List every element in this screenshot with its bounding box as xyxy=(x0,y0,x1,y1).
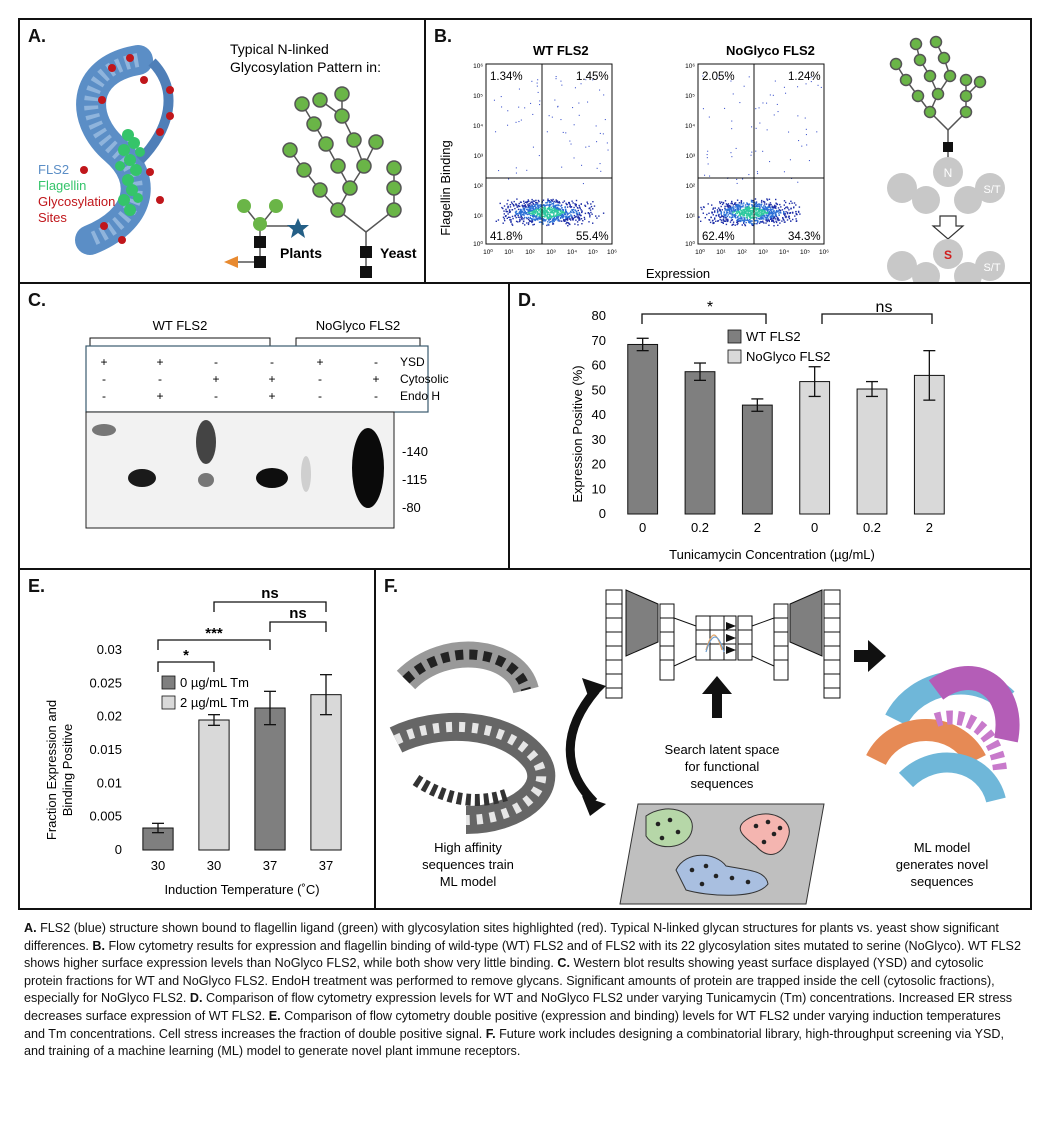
p1-ytick-0: 10⁰ xyxy=(473,241,483,248)
cap-f-label: F. xyxy=(485,1026,496,1041)
lane-3-sign-3: - xyxy=(214,389,218,403)
lane-2-sign-3: + xyxy=(156,389,164,403)
cap-e-label: E. xyxy=(268,1008,281,1023)
p2-ytick-4: 10⁴ xyxy=(684,123,695,130)
autoencoder-network-icon xyxy=(606,590,840,698)
generated-structures-icon xyxy=(876,678,1008,800)
p1-ytick-6: 10⁶ xyxy=(473,63,483,70)
e-sig-ns-mid: ns xyxy=(289,605,307,622)
lane-1-sign-3: - xyxy=(102,389,106,403)
p2-xtick-2: 10² xyxy=(737,249,747,256)
f-right-line2: generates novel xyxy=(895,857,989,872)
plot1-title: WT FLS2 xyxy=(533,43,589,58)
ytick-0.025: 0.025 xyxy=(89,675,122,691)
glycan-schematic-icon xyxy=(891,37,986,169)
cycle-arrow-icon xyxy=(570,678,606,816)
plot1-q-lr: 55.4% xyxy=(576,231,609,243)
p2-ytick-5: 10⁵ xyxy=(685,93,695,100)
lane-1-sign-1: + xyxy=(100,355,108,369)
panel-c-graphic xyxy=(20,284,510,570)
lane-6-sign-2: + xyxy=(372,372,380,386)
f-right-line1: ML model xyxy=(913,840,971,855)
western-blot-image xyxy=(86,412,394,528)
cap-a-text: FLS2 (blue) structure shown bound to flagellin ligand (green) with glycosylation sites highlighted (red). Typical N-linked glycan structures for plants vs. yeast show significant differences. xyxy=(24,921,999,953)
bar-4 xyxy=(800,382,830,514)
xtick-5: 0.2 xyxy=(862,520,882,535)
lane-6-sign-3: - xyxy=(374,389,378,403)
f-mid-line3: sequences xyxy=(690,776,754,791)
panel-c xyxy=(18,282,510,570)
e-ylabel-2: Binding Positive xyxy=(60,723,75,817)
plot1-q-ur: 1.45% xyxy=(576,71,609,83)
row-label-cytosolic: Cytosolic xyxy=(400,372,449,386)
ytick-0: 0 xyxy=(598,506,606,521)
p1-ytick-1: 10¹ xyxy=(473,213,483,220)
up-arrow-icon xyxy=(702,676,732,718)
p1-xtick-3: 10³ xyxy=(546,249,556,256)
mutation-arrow-icon xyxy=(933,216,963,239)
bar-3 xyxy=(255,708,285,850)
legend-glycosylation: Glycosylation xyxy=(38,194,116,209)
flow-ylabel: Flagellin Binding xyxy=(438,140,453,236)
lane-5-sign-2: - xyxy=(318,372,322,386)
marker-80: -80 xyxy=(402,500,421,515)
p1-ytick-3: 10³ xyxy=(473,153,483,160)
ytick-0.02: 0.02 xyxy=(96,708,122,724)
d-xlabel: Tunicamycin Concentration (µg/mL) xyxy=(669,547,875,562)
bar-4 xyxy=(311,695,341,850)
f-left-line2: sequences train xyxy=(422,857,514,872)
p2-xtick-5: 10⁵ xyxy=(800,249,810,256)
residue-st-bottom: S/T xyxy=(983,262,1001,274)
panel-d xyxy=(508,282,1032,570)
plants-label: Plants xyxy=(280,245,323,261)
e-legend-2: 2 µg/mL Tm xyxy=(180,695,249,710)
p2-xtick-1: 10¹ xyxy=(716,249,726,256)
d-ylabel: Expression Positive (%) xyxy=(570,365,585,503)
training-structures-icon xyxy=(396,655,541,820)
lane-5-sign-3: - xyxy=(318,389,322,403)
p1-xtick-6: 10⁶ xyxy=(607,249,617,256)
plot1-q-ll: 41.8% xyxy=(490,231,523,243)
bar-5 xyxy=(857,389,887,514)
xtick-2: 0.2 xyxy=(690,520,710,535)
figure-caption xyxy=(24,920,1024,1061)
panel-b xyxy=(424,18,1032,284)
xtick-1: 30 xyxy=(150,858,166,873)
cap-b-text: Flow cytometry results for expression and flagellin binding of wild-type (WT) FLS2 and of FLS2 with its 22 glycosylation sites mutated to serine (NoGlyco). WT FLS2 shows higher surface expression levels than NoGlyco FLS2, while both show very little binding. xyxy=(24,938,1021,971)
p1-ytick-4: 10⁴ xyxy=(472,123,483,130)
cap-c-text: Western blot results showing yeast surface displayed (YSD) and cytosolic protein fractions for WT and NoGlyco FLS2. EndoH treatment was performed to remove glycans. Significant amounts of protein are trapped inside the cell (cytosolic fractions), especially for NoGlyco FLS2. xyxy=(24,956,995,1006)
plot2-q-ur: 1.24% xyxy=(788,71,821,83)
cap-a-label: A. xyxy=(24,921,37,935)
panel-f xyxy=(374,568,1032,910)
d-sig-wt: * xyxy=(706,299,714,316)
panel-e-label: E. xyxy=(28,576,46,596)
p2-xtick-4: 10⁴ xyxy=(778,249,790,256)
cap-d-text: Comparison of flow cytometry expression levels for WT and NoGlyco FLS2 under varying Tunicamycin (Tm) concentrations. Increased ER stress decreases surface expression of WT FLS2. xyxy=(24,991,1013,1023)
p2-xtick-6: 10⁶ xyxy=(819,249,829,256)
p2-ytick-3: 10³ xyxy=(685,153,695,160)
lane-4-sign-1: - xyxy=(270,355,274,369)
lane-1-sign-2: - xyxy=(102,372,106,386)
wt-group-label: WT FLS2 xyxy=(152,318,208,333)
p1-xtick-0: 10⁰ xyxy=(483,249,493,256)
p1-ytick-5: 10⁵ xyxy=(473,93,483,100)
f-mid-line2: for functional xyxy=(684,759,760,774)
p1-xtick-4: 10⁴ xyxy=(566,249,578,256)
panel-a-graphic xyxy=(20,20,426,284)
lane-3-sign-1: - xyxy=(214,355,218,369)
f-mid-line1: Search latent space xyxy=(664,742,780,757)
marker-140: -140 xyxy=(402,444,429,459)
cap-f-text: Future work includes designing a combinatorial library, high-throughput screening via YSD, and training of a machine learning (ML) model to generate novel plant immune receptors. xyxy=(24,1026,1005,1059)
p2-ytick-2: 10² xyxy=(685,183,695,190)
panel-e-chart xyxy=(20,570,376,910)
ytick-60: 60 xyxy=(591,357,606,373)
lane-3-sign-2: + xyxy=(212,372,220,386)
e-xlabel: Induction Temperature (˚C) xyxy=(164,882,320,897)
p2-xtick-0: 10⁰ xyxy=(695,249,705,256)
ytick-70: 70 xyxy=(591,332,606,348)
p1-xtick-1: 10¹ xyxy=(504,249,514,256)
panel-a xyxy=(18,18,426,284)
ytick-50: 50 xyxy=(591,382,606,398)
lane-6-sign-1: - xyxy=(374,355,378,369)
glycan-title-line2: Glycosylation Pattern in: xyxy=(230,59,381,75)
lane-2-sign-1: + xyxy=(156,355,164,369)
panel-a-label: A. xyxy=(28,26,46,46)
p2-ytick-0: 10⁰ xyxy=(685,241,695,248)
plot2-title: NoGlyco FLS2 xyxy=(726,43,815,58)
ytick-0.015: 0.015 xyxy=(89,742,122,757)
flow-plot-wt xyxy=(486,64,612,244)
xtick-6: 2 xyxy=(925,520,933,535)
panel-b-graphic xyxy=(426,20,1032,284)
d-sig-noglyco: ns xyxy=(875,299,893,316)
lane-4-sign-2: + xyxy=(268,372,276,386)
row-label-endoh: Endo H xyxy=(400,389,441,403)
right-arrow-icon xyxy=(854,640,886,672)
panel-e xyxy=(18,568,376,910)
lane-2-sign-2: - xyxy=(158,372,162,386)
plot2-q-ul: 2.05% xyxy=(702,71,735,83)
ytick-10: 10 xyxy=(591,481,606,497)
p1-xtick-2: 10² xyxy=(525,249,535,256)
bar-2 xyxy=(199,720,229,850)
p2-xtick-3: 10³ xyxy=(758,249,768,256)
bar-2 xyxy=(685,372,715,514)
plot2-q-lr: 34.3% xyxy=(788,231,821,243)
noglyco-group-label: NoGlyco FLS2 xyxy=(315,318,401,333)
panel-c-label: C. xyxy=(28,290,46,310)
marker-115: -115 xyxy=(402,472,428,487)
panel-d-chart xyxy=(510,284,1032,570)
cap-c-label: C. xyxy=(557,956,570,971)
p2-ytick-6: 10⁶ xyxy=(685,63,695,70)
d-legend-wt: WT FLS2 xyxy=(746,329,801,344)
legend-sites: Sites xyxy=(38,210,67,225)
xtick-3: 2 xyxy=(753,520,761,535)
panel-f-graphic xyxy=(376,570,1032,910)
f-left-line3: ML model xyxy=(439,874,497,889)
bar-3 xyxy=(742,405,772,514)
lane-4-sign-3: + xyxy=(268,389,276,403)
xtick-3: 37 xyxy=(262,858,278,873)
residue-n: N xyxy=(943,166,953,180)
e-sig-single: * xyxy=(183,647,189,664)
lane-5-sign-1: + xyxy=(316,355,324,369)
ytick-20: 20 xyxy=(591,456,606,472)
d-legend-noglyco: NoGlyco FLS2 xyxy=(746,349,831,364)
ytick-80: 80 xyxy=(591,308,606,323)
legend-fls2: FLS2 xyxy=(38,162,70,177)
panel-d-label: D. xyxy=(518,290,536,310)
residue-s: S xyxy=(943,248,953,262)
f-left-line1: High affinity xyxy=(434,840,502,855)
latent-space-plane-icon xyxy=(620,804,824,904)
ytick-40: 40 xyxy=(591,407,606,422)
cap-e-text: Comparison of flow cytometry double positive (expression and binding) levels for WT FLS2 under varying induction temperatures and Tm concentrations. Cell stress increases the fraction of double positive signal. xyxy=(24,1008,1001,1041)
f-right-line3: sequences xyxy=(910,874,974,889)
xtick-4: 0 xyxy=(811,520,819,535)
ytick-0.03: 0.03 xyxy=(96,642,122,657)
cap-d-label: D. xyxy=(189,991,203,1006)
e-sig-triple: *** xyxy=(205,625,223,642)
flow-xlabel: Expression xyxy=(645,266,711,281)
cap-b-label: B. xyxy=(92,938,105,953)
ytick-30: 30 xyxy=(591,431,606,447)
p2-ytick-1: 10¹ xyxy=(685,213,695,220)
residue-st-top: S/T xyxy=(983,184,1001,196)
p1-ytick-2: 10² xyxy=(473,183,483,190)
p1-xtick-5: 10⁵ xyxy=(588,249,598,256)
xtick-1: 0 xyxy=(639,520,647,535)
e-legend-0: 0 µg/mL Tm xyxy=(180,675,249,690)
xtick-4: 37 xyxy=(318,858,334,873)
glycan-title-line1: Typical N-linked xyxy=(230,41,329,57)
flow-plot-noglyco xyxy=(698,64,824,244)
e-sig-ns-top: ns xyxy=(261,585,279,602)
panel-f-label: F. xyxy=(384,576,399,596)
plot2-q-ll: 62.4% xyxy=(702,231,735,243)
ytick-0.01: 0.01 xyxy=(96,775,122,791)
plot1-q-ul: 1.34% xyxy=(490,71,523,83)
ytick-0: 0 xyxy=(114,842,122,857)
ytick-0.005: 0.005 xyxy=(89,808,122,824)
row-label-ysd: YSD xyxy=(400,355,425,369)
bar-1 xyxy=(628,344,658,514)
e-ylabel-1: Fraction Expression and xyxy=(44,699,59,841)
legend-flagellin: Flagellin xyxy=(38,178,87,193)
xtick-2: 30 xyxy=(206,858,222,873)
yeast-label: Yeast xyxy=(380,245,417,261)
panel-b-label: B. xyxy=(434,26,452,46)
